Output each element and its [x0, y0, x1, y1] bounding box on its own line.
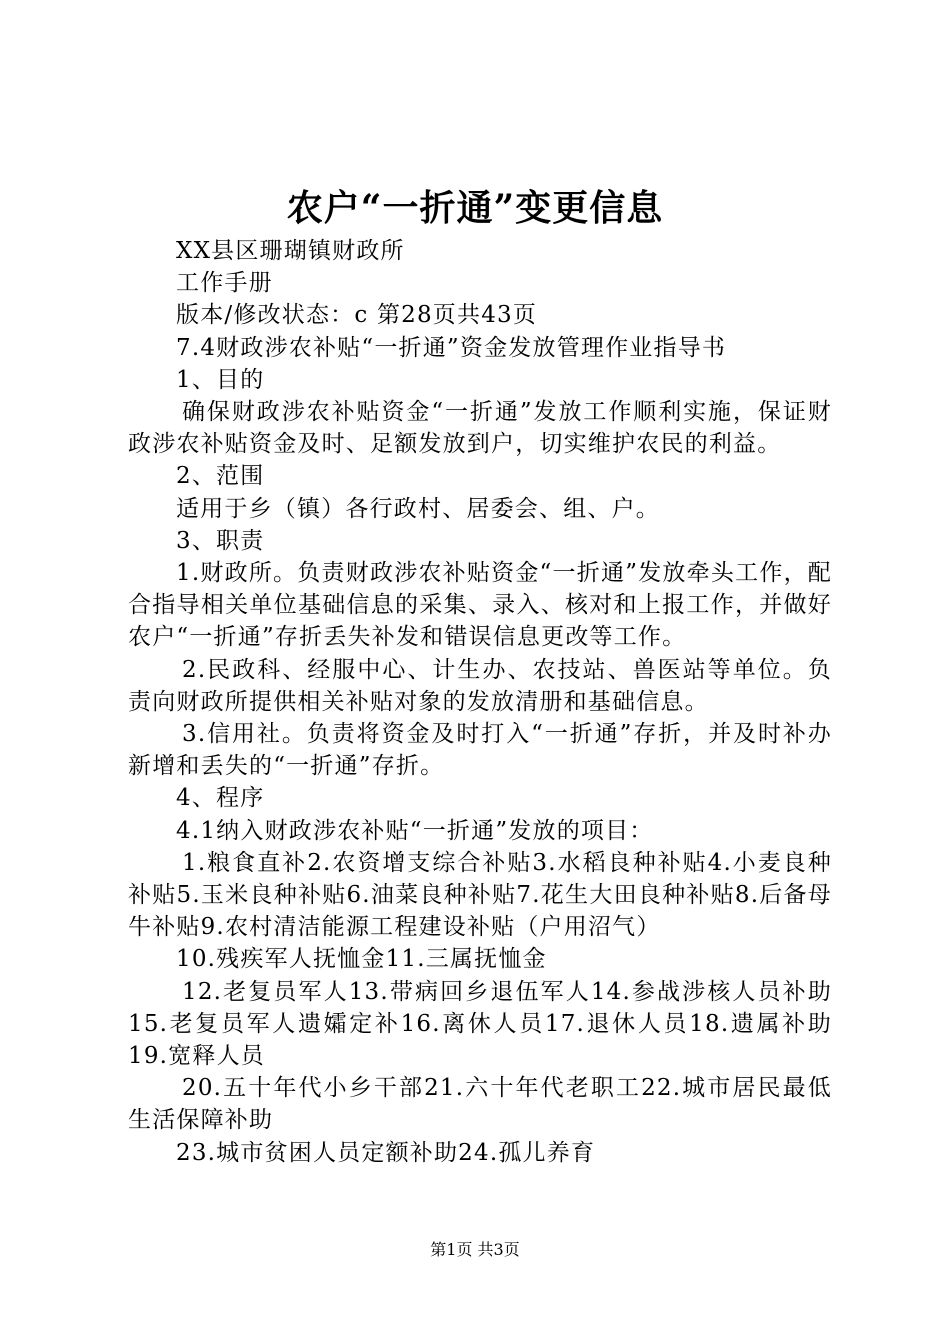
document-body — [128, 235, 832, 1169]
paragraph-items-heading: 4.1纳入财政涉农补贴“一折通”发放的项目： — [176, 817, 654, 844]
paragraph-items-1: 1.粮食直补2.农资增支综合补贴3.水稻良种补贴4.小麦良种补贴5.玉米良种补贴6.油菜良种补贴7.花生大田良种补贴8.后备母牛补贴9.农村清洁能源工程建设补贴（户用沼气） — [128, 849, 832, 941]
paragraph-scope: 适用于乡（镇）各行政村、居委会、组、户。 — [176, 495, 660, 522]
org-name: XX县区珊瑚镇财政所 — [176, 238, 405, 264]
paragraph-items-5: 23.城市贫困人员定额补助24.孤儿养育 — [176, 1139, 596, 1166]
paragraph-purpose: 确保财政涉农补贴资金“一折通”发放工作顺利实施，保证财政涉农补贴资金及时、足额发放到户，切实维护农民的利益。 — [128, 399, 832, 458]
heading-purpose: 1、目的 — [176, 366, 265, 393]
version-line: 版本/修改状态：c 第28页共43页 — [176, 302, 538, 329]
paragraph-items-3: 12.老复员军人13.带病回乡退伍军人14.参战涉核人员补助15.老复员军人遗孀定补16.离休人员17.退休人员18.遗属补助19.宽释人员 — [128, 978, 832, 1070]
paragraph-items-2: 10.残疾军人抚恤金11.三属抚恤金 — [176, 946, 547, 973]
heading-procedure: 4、程序 — [176, 785, 265, 812]
document-title: 农户“一折通”变更信息 — [286, 187, 664, 229]
paragraph-duty-units: 2.民政科、经服中心、计生办、农技站、兽医站等单位。负责向财政所提供相关补贴对象的发放清册和基础信息。 — [128, 656, 832, 715]
paragraph-items-4: 20.五十年代小乡干部21.六十年代老职工22.城市居民最低生活保障补助 — [128, 1075, 832, 1134]
page-footer: 第1页 共3页 — [430, 1240, 520, 1259]
manual-label: 工作手册 — [176, 270, 273, 297]
paragraph-duty-credit: 3.信用社。负责将资金及时打入“一折通”存折，并及时补办新增和丢失的“一折通”存折。 — [128, 721, 832, 780]
paragraph-duty-finance: 1.财政所。负责财政涉农补贴资金“一折通”发放牵头工作，配合指导相关单位基础信息的采集、录入、核对和上报工作，并做好农户“一折通”存折丢失补发和错误信息更改等工作。 — [128, 560, 832, 651]
heading-scope: 2、范围 — [176, 463, 265, 490]
section-heading: 7.4财政涉农补贴“一折通”资金发放管理作业指导书 — [176, 334, 727, 361]
heading-duties: 3、职责 — [176, 527, 265, 554]
